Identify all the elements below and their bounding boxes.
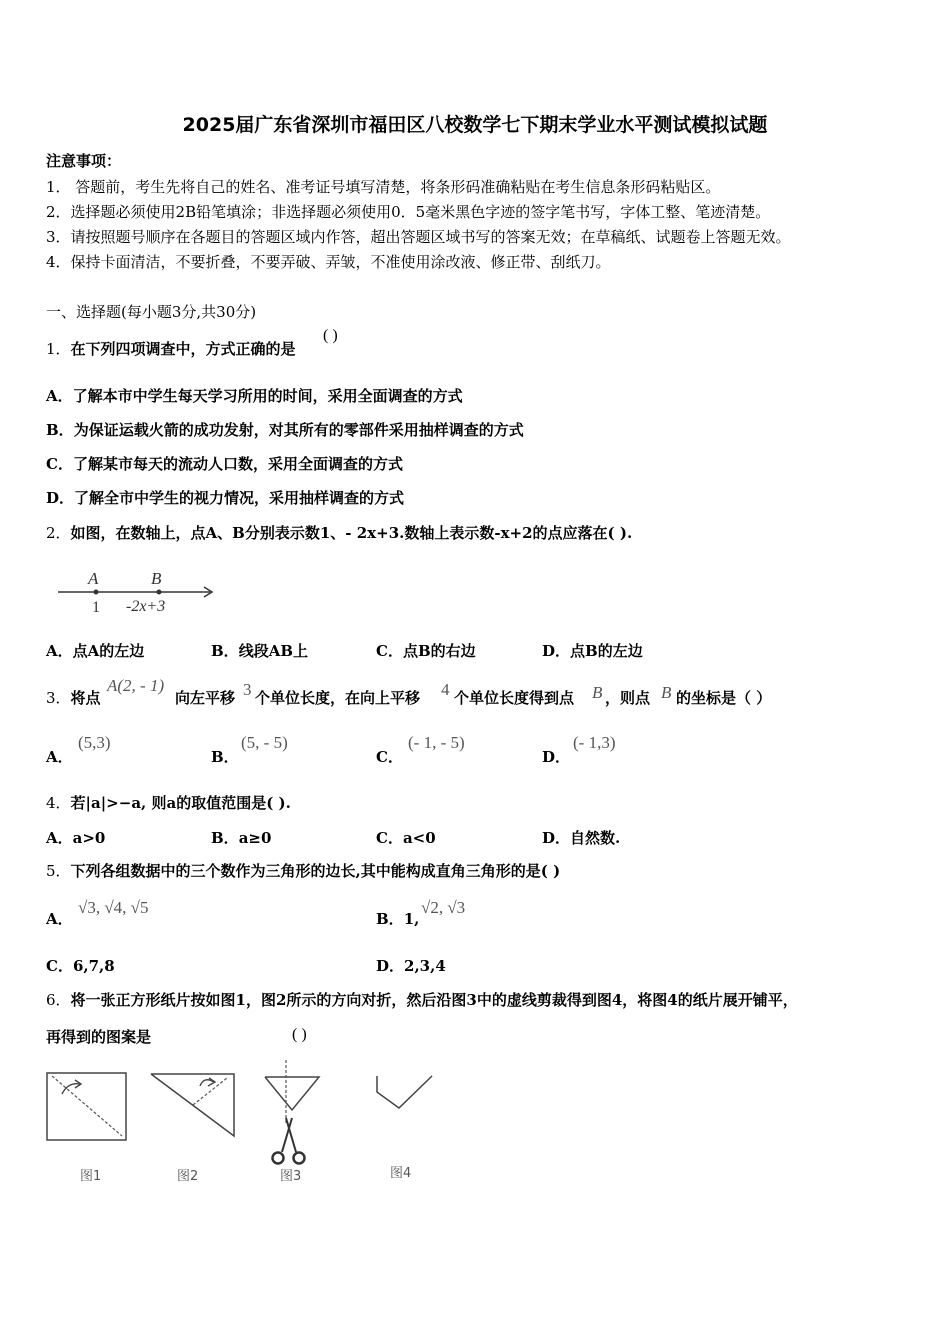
option-c: C．点B的右边 xyxy=(376,642,476,660)
option-b-label: B． xyxy=(211,748,239,766)
question-6-stem-cont: 再得到的图案是 xyxy=(46,1028,152,1046)
point-b: B xyxy=(592,683,603,702)
answer-paren: ( ) xyxy=(323,327,338,344)
question-3-text: 个单位长度得到点 xyxy=(454,689,575,707)
option-a: A．a>0 xyxy=(46,829,106,847)
fold-figure-4 xyxy=(372,1072,436,1112)
question-1-stem xyxy=(46,340,296,358)
option-b-value: (5, - 5) xyxy=(241,733,288,752)
option-a-label: A． xyxy=(46,910,73,928)
question-3-text: 的坐标是（ ） xyxy=(676,689,772,707)
option-a: A．了解本市中学生每天学习所用的时间，采用全面调查的方式 xyxy=(46,387,463,405)
option-c: C．6,7,8 xyxy=(46,957,115,975)
figure-caption: 图2 xyxy=(177,1169,199,1184)
question-6-stem: 6．将一张正方形纸片按如图1，图2所示的方向对折，然后沿图3中的虚线剪裁得到图4，将图4的纸片展开铺平， xyxy=(46,991,798,1009)
section-heading: 一、选择题(每小题3分,共30分) xyxy=(46,303,257,321)
label-b: B xyxy=(151,569,162,588)
point-a: A(2, - 1) xyxy=(107,676,165,695)
option-d: D．了解全市中学生的视力情况，采用抽样调查的方式 xyxy=(46,489,405,507)
option-c-label: C． xyxy=(376,748,403,766)
question-3-text: ，则点 xyxy=(605,689,651,707)
answer-paren: ( ) xyxy=(292,1026,307,1043)
point-b: B xyxy=(661,683,672,702)
fold-figure-1 xyxy=(44,1070,130,1142)
option-a: A．点A的左边 xyxy=(46,642,145,660)
figure-caption: 图3 xyxy=(280,1169,302,1184)
fold-figure-2 xyxy=(148,1070,238,1140)
option-c: C．了解某市每天的流动人口数，采用全面调查的方式 xyxy=(46,455,403,473)
value-b: -2x+3 xyxy=(126,598,166,615)
notice-item: 1． 答题前，考生先将自己的姓名、准考证号填写清楚，将条形码准确粘贴在考生信息条形码粘贴区。 xyxy=(46,178,721,196)
question-3-stem: 3．将点 xyxy=(46,689,101,707)
question-2-stem: 2．如图，在数轴上，点A、B分别表示数1、- 2x+3.数轴上表示数-x+2的点应落在( ). xyxy=(46,524,633,542)
option-b: B．a≥0 xyxy=(211,829,272,847)
notice-item: 2．选择题必须使用2B铅笔填涂；非选择题必须使用0．5毫米黑色字迹的签字笔书写，字体工整、笔迹清楚。 xyxy=(46,203,771,221)
option-b-value: √2, √3 xyxy=(421,898,466,917)
notice-item: 4．保持卡面清洁，不要折叠，不要弄破、弄皱，不准使用涂改液、修正带、刮纸刀。 xyxy=(46,253,611,271)
question-text: 在下列四项调查中，方式正确的是 xyxy=(70,340,296,358)
question-3-text: 向左平移 xyxy=(175,689,236,707)
question-4-stem: 4．若|a|>−a, 则a的取值范围是( ). xyxy=(46,794,291,812)
shift-left-value: 3 xyxy=(243,680,252,699)
option-c-value: (- 1, - 5) xyxy=(408,733,465,752)
option-b: B．线段AB上 xyxy=(211,642,309,660)
value-a: 1 xyxy=(92,599,100,616)
question-3-text: 个单位长度，在向上平移 xyxy=(255,689,421,707)
question-5-stem: 5．下列各组数据中的三个数作为三角形的边长,其中能构成直角三角形的是( ) xyxy=(46,862,561,880)
option-b-label: B．1, xyxy=(376,910,420,928)
notice-item: 3．请按照题号顺序在各题目的答题区域内作答，超出答题区域书写的答案无效；在草稿纸、试题卷上答题无效。 xyxy=(46,228,791,246)
figure-caption: 图4 xyxy=(390,1166,412,1181)
option-d: D．2,3,4 xyxy=(376,957,446,975)
label-a: A xyxy=(88,569,99,588)
figure-caption: 图1 xyxy=(80,1169,102,1184)
option-d-value: (- 1,3) xyxy=(573,733,616,752)
notice-heading: 注意事项： xyxy=(46,152,122,170)
option-c: C．a<0 xyxy=(376,829,436,847)
option-b: B．为保证运载火箭的成功发射，对其所有的零部件采用抽样调查的方式 xyxy=(46,421,524,439)
question-number: 1． xyxy=(46,340,71,358)
option-d-label: D． xyxy=(542,748,571,766)
option-d: D．点B的左边 xyxy=(542,642,643,660)
option-a-value: √3, √4, √5 xyxy=(78,898,149,917)
option-d: D．自然数. xyxy=(542,829,621,847)
option-a-label: A． xyxy=(46,748,73,766)
option-a-value: (5,3) xyxy=(78,733,111,752)
number-line-figure xyxy=(52,566,222,618)
page-title: 2025届广东省深圳市福田区八校数学七下期末学业水平测试模拟试题 xyxy=(182,114,768,136)
fold-figure-3 xyxy=(262,1058,322,1170)
shift-up-value: 4 xyxy=(441,680,450,699)
